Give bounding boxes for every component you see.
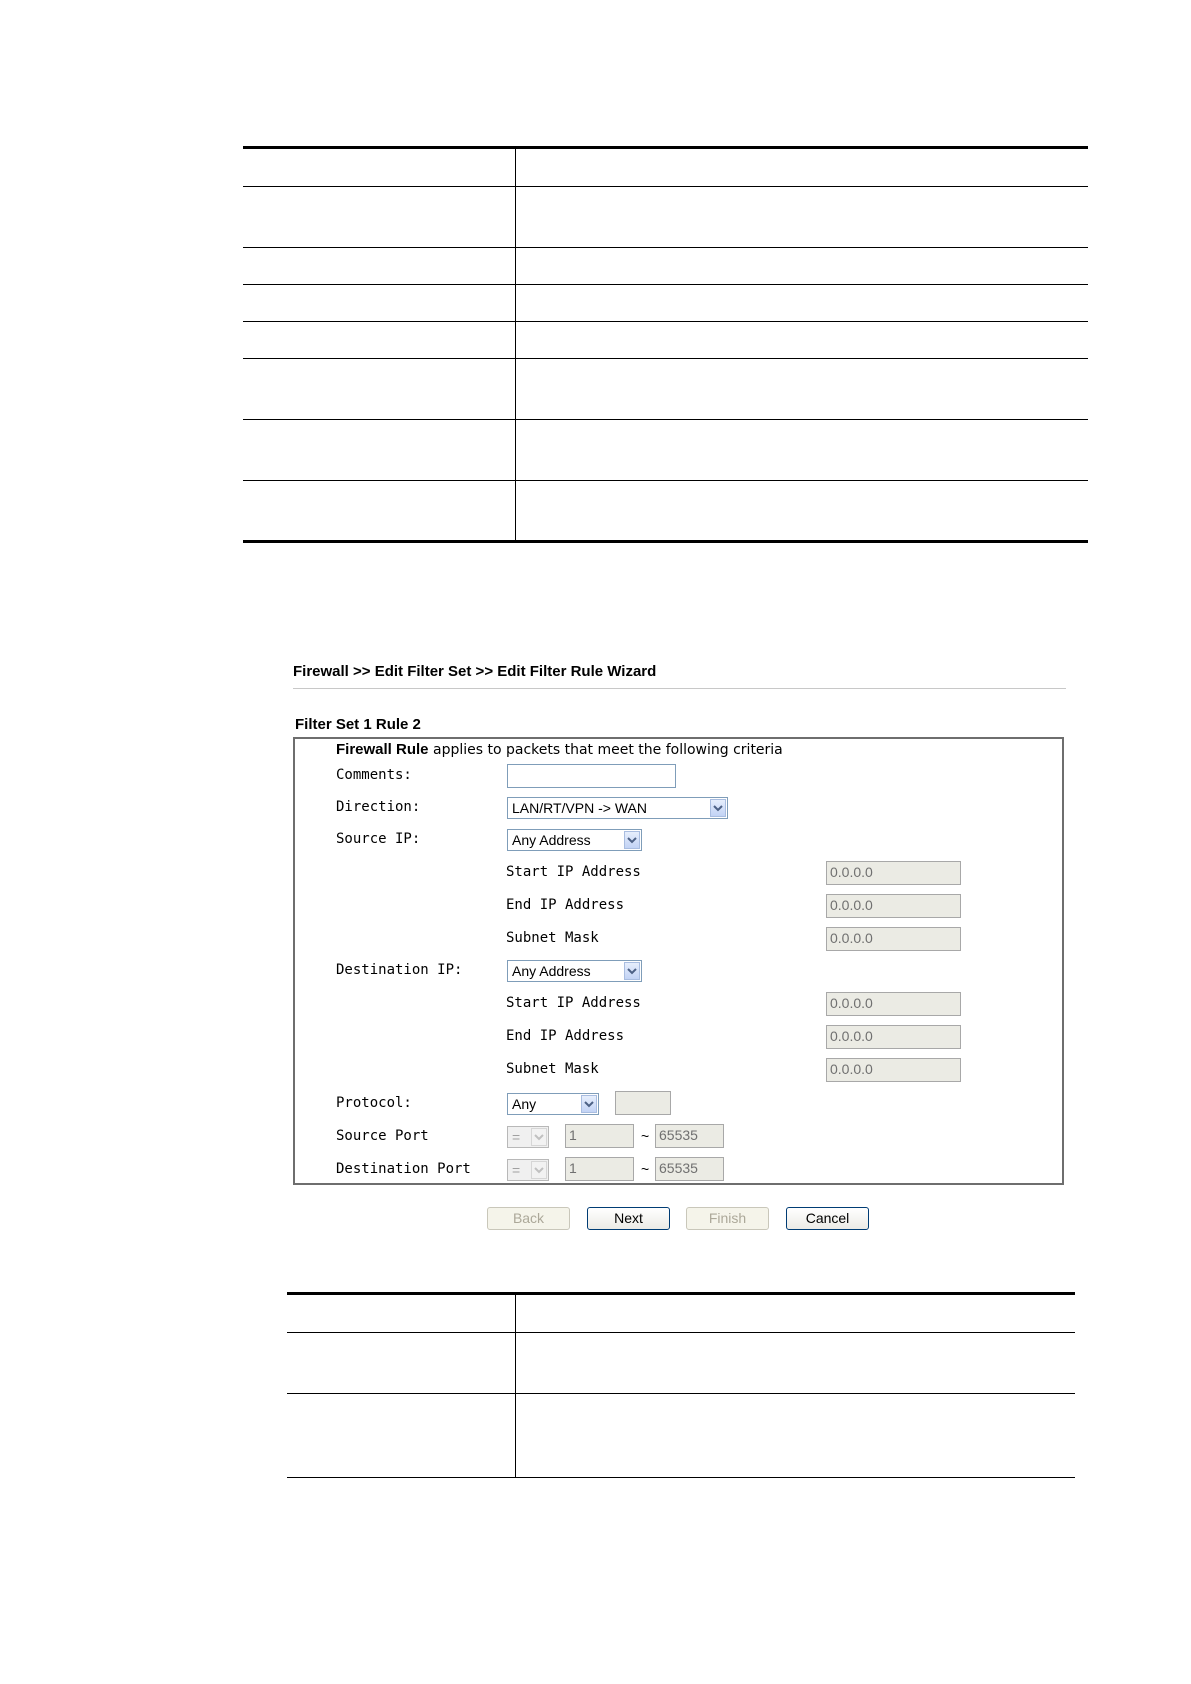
table-row [243, 480, 1088, 543]
destination-port-start-input[interactable]: 1 [565, 1157, 634, 1181]
table-row [243, 146, 1088, 186]
table-row [243, 186, 1088, 247]
chevron-down-icon[interactable] [624, 831, 640, 849]
source-start-ip-label: Start IP Address [506, 864, 641, 880]
next-button[interactable]: Next [587, 1207, 670, 1230]
criteria-bold: Firewall Rule [336, 741, 429, 758]
top-description-table [243, 146, 1088, 543]
page-title: Filter Set 1 Rule 2 [295, 716, 421, 733]
criteria-text: applies to packets that meet the following criteria [432, 742, 783, 758]
destination-port-label: Destination Port [336, 1161, 471, 1177]
destination-start-ip-input[interactable]: 0.0.0.0 [826, 992, 961, 1016]
destination-end-ip-label: End IP Address [506, 1028, 625, 1044]
source-start-ip-input[interactable]: 0.0.0.0 [826, 861, 961, 885]
breadcrumb: Firewall >> Edit Filter Set >> Edit Filter Rule Wizard [293, 663, 657, 680]
table-row [243, 419, 1088, 480]
source-port-operator-value: = [512, 1129, 521, 1145]
protocol-label: Protocol: [336, 1095, 412, 1111]
table-row [243, 358, 1088, 419]
destination-port-range-separator: ~ [641, 1161, 650, 1177]
destination-port-end-input[interactable]: 65535 [655, 1157, 724, 1181]
table-row [243, 247, 1088, 284]
table-row [287, 1332, 1075, 1393]
comments-input[interactable] [507, 764, 676, 788]
chevron-down-icon[interactable] [710, 799, 726, 817]
back-button[interactable]: Back [487, 1207, 570, 1230]
chevron-down-icon[interactable] [581, 1095, 597, 1113]
source-end-ip-label: End IP Address [506, 897, 625, 913]
source-port-operator-select[interactable] [507, 1126, 549, 1148]
destination-ip-select[interactable] [507, 960, 642, 982]
cancel-button[interactable]: Cancel [786, 1207, 869, 1230]
source-port-range-separator: ~ [641, 1128, 650, 1144]
chevron-down-icon[interactable] [531, 1128, 547, 1146]
source-port-end-input[interactable]: 65535 [655, 1124, 724, 1148]
destination-port-operator-select[interactable] [507, 1159, 549, 1181]
direction-value: LAN/RT/VPN -> WAN [512, 800, 647, 816]
protocol-value: Any [512, 1096, 537, 1112]
destination-subnet-mask-label: Subnet Mask [506, 1061, 599, 1077]
destination-port-operator-value: = [512, 1162, 521, 1178]
comments-label: Comments: [336, 767, 412, 783]
chevron-down-icon[interactable] [531, 1161, 547, 1179]
source-ip-value: Any Address [512, 832, 591, 848]
protocol-number-input[interactable] [615, 1091, 671, 1115]
source-ip-label: Source IP: [336, 831, 421, 847]
chevron-down-icon[interactable] [624, 962, 640, 980]
destination-ip-value: Any Address [512, 963, 591, 979]
table-row [287, 1393, 1075, 1478]
criteria-heading [336, 741, 783, 758]
finish-button[interactable]: Finish [686, 1207, 769, 1230]
source-port-label: Source Port [336, 1128, 429, 1144]
source-end-ip-input[interactable]: 0.0.0.0 [826, 894, 961, 918]
source-ip-select[interactable] [507, 829, 642, 851]
table-row [287, 1292, 1075, 1332]
table-row [243, 321, 1088, 358]
source-port-start-input[interactable]: 1 [565, 1124, 634, 1148]
destination-ip-label: Destination IP: [336, 962, 463, 978]
destination-end-ip-input[interactable]: 0.0.0.0 [826, 1025, 961, 1049]
breadcrumb-divider [293, 688, 1066, 689]
destination-subnet-mask-input[interactable]: 0.0.0.0 [826, 1058, 961, 1082]
protocol-select[interactable] [507, 1093, 599, 1115]
direction-select[interactable] [507, 797, 728, 819]
source-subnet-mask-label: Subnet Mask [506, 930, 599, 946]
table-row [243, 284, 1088, 321]
direction-label: Direction: [336, 799, 421, 815]
source-subnet-mask-input[interactable]: 0.0.0.0 [826, 927, 961, 951]
bottom-description-table [287, 1292, 1075, 1478]
destination-start-ip-label: Start IP Address [506, 995, 641, 1011]
